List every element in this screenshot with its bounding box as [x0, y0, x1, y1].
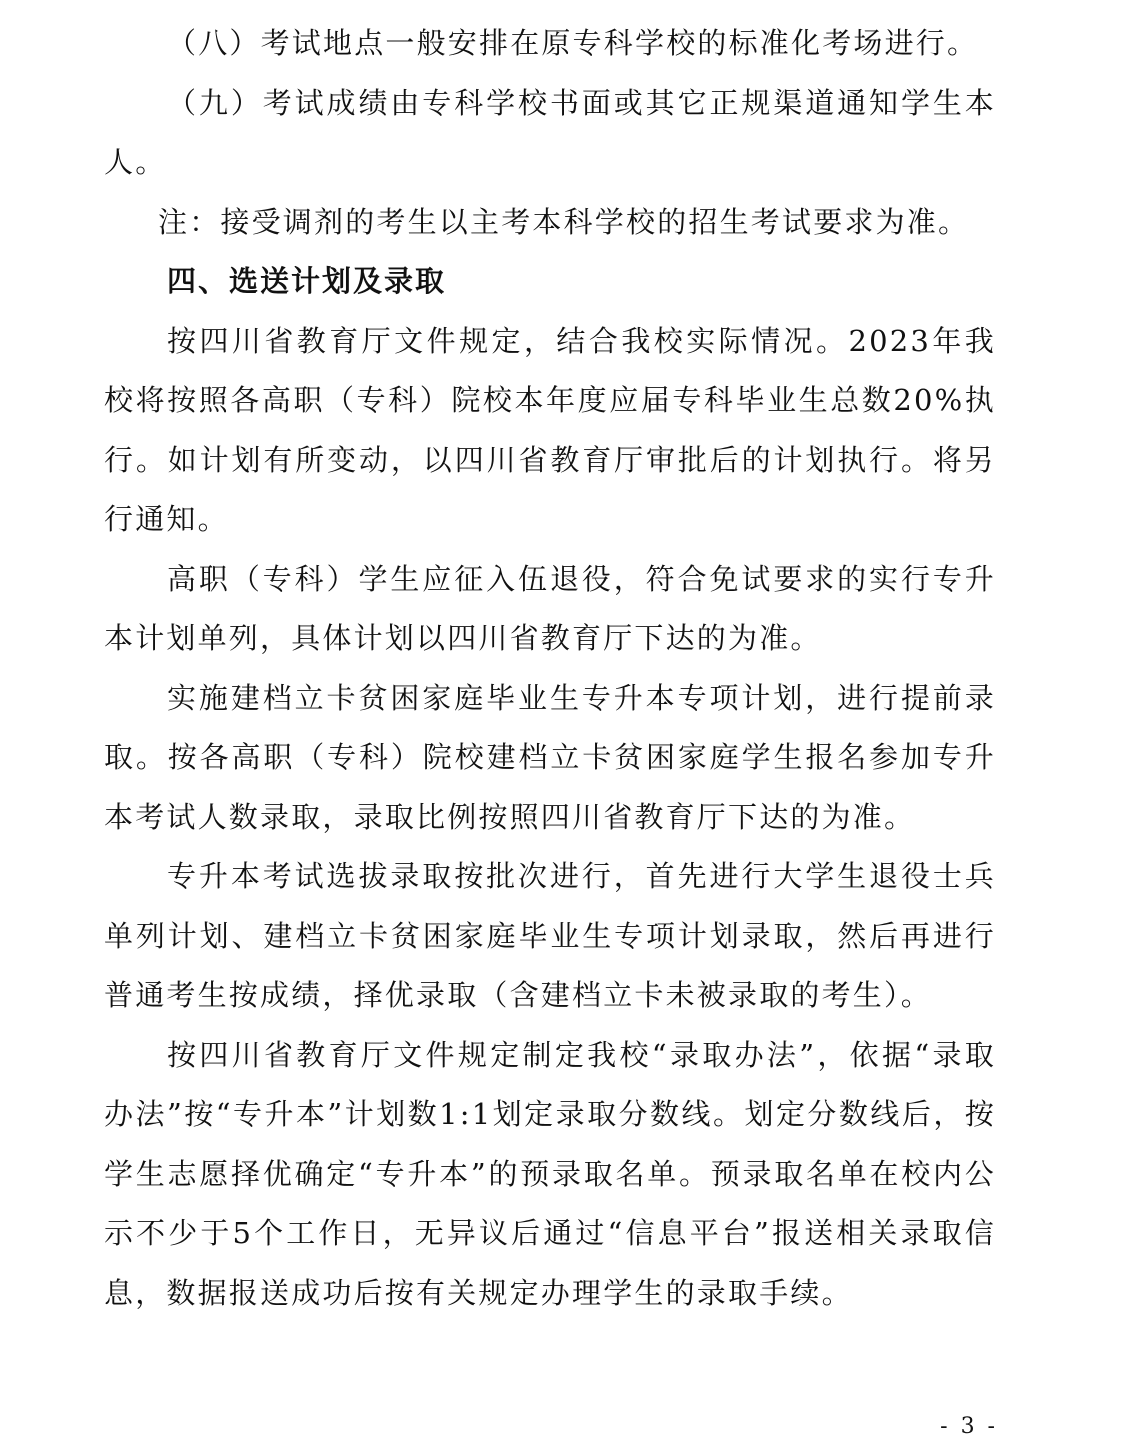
paragraph-admission-order: 专升本考试选拔录取按批次进行，首先进行大学生退役士兵单列计划、建档立卡贫困家庭毕业生专项计划录取，然后再进行普通考生按成绩，择优录取（含建档立卡未被录取的考生）。 — [104, 859, 996, 1012]
paragraph-admission-method: 按四川省教育厅文件规定制定我校“录取办法”，依据“录取办法”按“专升本”计划数1:1划定录取分数线。划定分数线后，按学生志愿择优确定“专升本”的预录取名单。预录取名单在校内公示不少于5个工作日，无异议后通过“信息平台”报送相关录取信息，数据报送成功后按有关规定办理学生的录取手续。 — [104, 1037, 996, 1310]
paragraph-plan-policy: 按四川省教育厅文件规定，结合我校实际情况。2023年我校将按照各高职（专科）院校本年度应届专科毕业生总数20%执行。如计划有所变动，以四川省教育厅审批后的计划执行。将另行通知。 — [104, 323, 996, 536]
paragraph-note: 注：接受调剂的考生以主考本科学校的招生考试要求为准。 — [158, 204, 970, 239]
paragraph-poverty-plan: 实施建档立卡贫困家庭毕业生专升本专项计划，进行提前录取。按各高职（专科）院校建档立卡贫困家庭学生报名参加专升本考试人数录取，录取比例按照四川省教育厅下达的为准。 — [104, 680, 996, 834]
paragraph-exam-location: （八）考试地点一般安排在原专科学校的标准化考场进行。 — [167, 26, 979, 60]
paragraph-exam-results: （九）考试成绩由专科学校书面或其它正规渠道通知学生本人。 — [104, 85, 996, 179]
document-body — [104, 14, 996, 1323]
page-number: - 3 - — [940, 1414, 998, 1439]
section-heading-admission-plan: 四、选送计划及录取 — [167, 264, 447, 298]
paragraph-veterans-plan: 高职（专科）学生应征入伍退役，符合免试要求的实行专升本计划单列，具体计划以四川省教育厅下达的为准。 — [104, 561, 996, 655]
